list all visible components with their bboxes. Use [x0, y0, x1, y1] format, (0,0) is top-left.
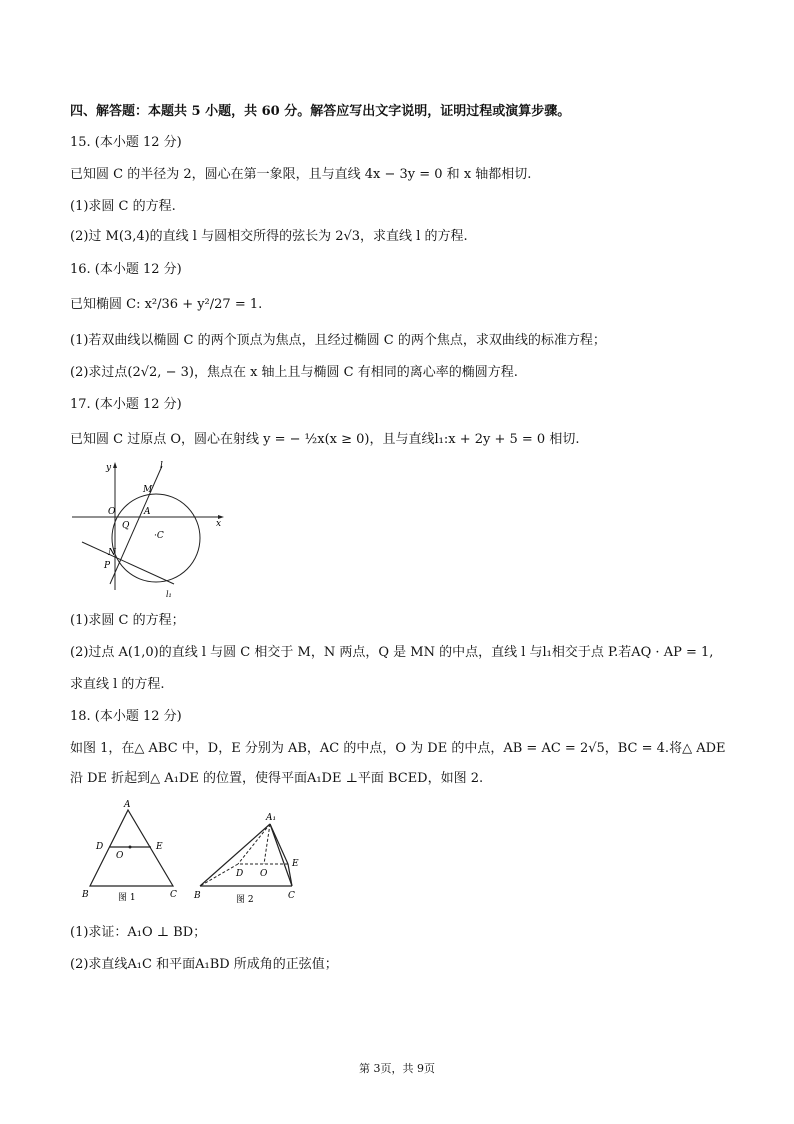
label-c: ·C	[154, 531, 164, 541]
line-l1	[82, 542, 174, 584]
fig1-label-c: C	[170, 890, 177, 900]
label-m: M	[143, 485, 153, 495]
label-a: A	[144, 507, 151, 517]
problem-15-part-2: (2)过 M(3,4)的直线 l 与圆相交所得的弦长为 2√3，求直线 l 的方程.	[70, 229, 468, 244]
fig2-label-b: B	[194, 891, 201, 901]
problem-18-stem-2: 沿 DE 折起到△ A₁DE 的位置，使得平面A₁DE ⊥平面 BCED，如图 2.	[70, 771, 484, 786]
label-o: O	[108, 507, 116, 517]
edge-a1e	[270, 824, 288, 864]
label-q: Q	[122, 521, 130, 531]
problem-17-number: 17. (本小题 12 分)	[70, 397, 182, 412]
point-o	[129, 846, 132, 849]
problem-18-figure-1	[78, 800, 188, 910]
edge-a1d	[238, 824, 270, 864]
fig2-label-a1: A₁	[266, 813, 277, 823]
problem-15-number: 15. (本小题 12 分)	[70, 135, 182, 150]
label-y: y	[106, 463, 112, 473]
fig2-label-o: O	[260, 869, 268, 879]
section-header: 四、解答题：本题共 5 小题，共 60 分。解答应写出文字说明，证明过程或演算步骤。	[70, 104, 571, 119]
problem-18-figure-2	[192, 808, 312, 908]
problem-17-part-2: (2)过点 A(1,0)的直线 l 与圆 C 相交于 M，N 两点，Q 是 MN 的中点，直线 l 与l₁相交于点 P.若AQ · AP = 1,	[70, 645, 714, 660]
fig2-caption: 图 2	[236, 895, 254, 905]
fig1-caption: 图 1	[118, 893, 136, 903]
edge-a1c	[270, 824, 292, 886]
problem-16-part-1: (1)若双曲线以椭圆 C 的两个顶点为焦点，且经过椭圆 C 的两个焦点，求双曲线的标准方程；	[70, 333, 606, 348]
label-l1: l₁	[166, 590, 172, 599]
label-x: x	[216, 519, 222, 529]
problem-17-part-1: (1)求圆 C 的方程；	[70, 613, 185, 628]
problem-17-stem: 已知圆 C 过原点 O，圆心在射线 y = − ½x(x ≥ 0)，且与直线l₁:x + 2y + 5 = 0 相切.	[70, 432, 580, 447]
problem-17-figure	[70, 460, 230, 600]
label-p: P	[104, 561, 111, 571]
problem-18-part-2: (2)求直线A₁C 和平面A₁BD 所成角的正弦值；	[70, 957, 338, 972]
label-n: N	[108, 548, 116, 558]
problem-15-part-1: (1)求圆 C 的方程.	[70, 199, 176, 214]
problem-16-part-2: (2)求过点(2√2, − 3)，焦点在 x 轴上且与椭圆 C 有相同的离心率的椭圆方程.	[70, 365, 518, 380]
problem-16-stem: 已知椭圆 C: x²/36 + y²/27 = 1.	[70, 297, 263, 312]
fig1-label-d: D	[96, 842, 104, 852]
problem-18-number: 18. (本小题 12 分)	[70, 709, 182, 724]
y-axis-arrow	[113, 462, 117, 468]
fig2-label-c: C	[288, 891, 295, 901]
fig1-label-e: E	[156, 842, 163, 852]
problem-18-part-1: (1)求证：A₁O ⊥ BD；	[70, 925, 207, 940]
problem-17-part-2-cont: 求直线 l 的方程.	[70, 677, 165, 692]
edge-db	[200, 864, 238, 886]
problem-16-number: 16. (本小题 12 分)	[70, 262, 182, 277]
problem-15-stem: 已知圆 C 的半径为 2，圆心在第一象限，且与直线 4x − 3y = 0 和 x 轴都相切.	[70, 167, 532, 182]
label-l: l	[160, 461, 163, 471]
fig1-label-b: B	[82, 890, 89, 900]
fig2-label-d: D	[236, 869, 244, 879]
fig2-label-e: E	[292, 859, 299, 869]
fig1-label-a: A	[124, 800, 131, 810]
problem-18-stem-1: 如图 1，在△ ABC 中，D，E 分别为 AB，AC 的中点，O 为 DE 的中点，AB = AC = 2√5，BC = 4.将△ ADE	[70, 741, 726, 756]
fig1-label-o: O	[116, 851, 124, 861]
page-footer: 第 3页，共 9页	[359, 1062, 435, 1075]
